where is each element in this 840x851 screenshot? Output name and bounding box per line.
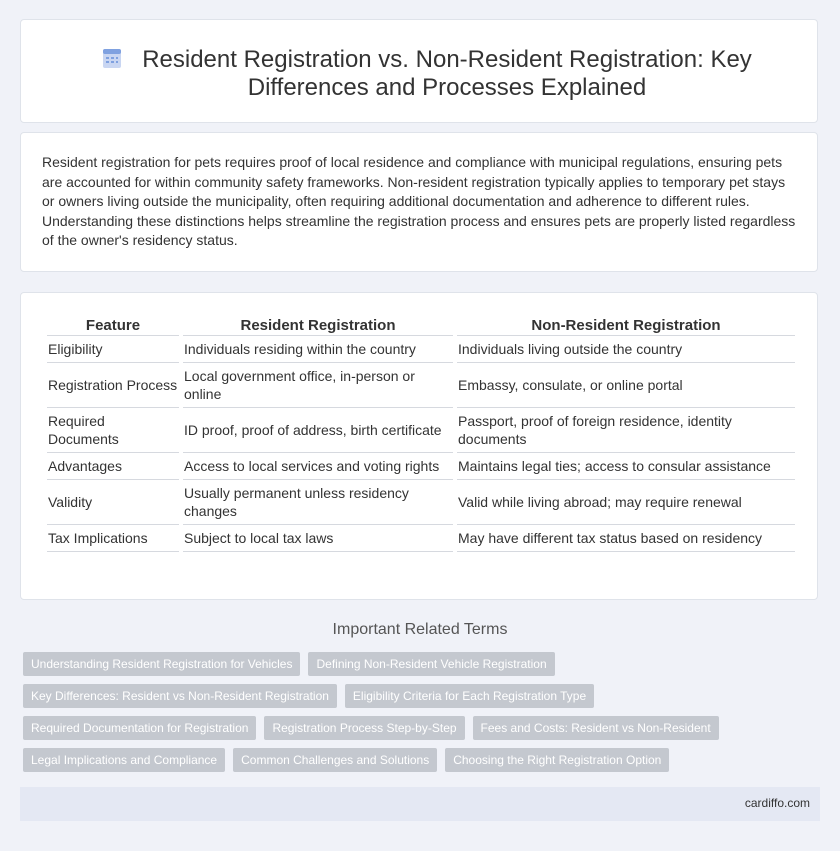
table-cell: Advantages [47,453,179,480]
related-term-tag[interactable]: Legal Implications and Compliance [23,748,225,772]
table-row [47,453,795,480]
table-cell: Valid while living abroad; may require renewal [457,480,795,525]
related-term-tag[interactable]: Required Documentation for Registration [23,716,256,740]
table-cell: Individuals living outside the country [457,336,795,363]
related-term-tag[interactable]: Registration Process Step-by-Step [264,716,464,740]
related-terms-heading: Important Related Terms [332,621,508,638]
table-cell: Embassy, consulate, or online portal [457,363,795,408]
table-cell: Validity [47,480,179,525]
comparison-card [20,292,818,600]
intro-text: Resident registration for pets requires proof of local residence and compliance with municipal regulations, ensuring pets are accounted for within community safety frameworks. Non-resident registration typically applies to temporary pet stays or owners living outside the municipality, often requiring additional documentation and adherence to different rules. Understanding these distinctions helps streamline the registration process and ensures pets are properly listed regardless of the owner's residency status. [42,154,796,248]
table-header-cell: Resident Registration [183,315,453,336]
table-row [47,363,795,408]
table-cell: Passport, proof of foreign residence, identity documents [457,408,795,453]
table-cell: Eligibility [47,336,179,363]
table-cell: Local government office, in-person or online [183,363,453,408]
table-row [47,336,795,363]
related-term-tag[interactable]: Choosing the Right Registration Option [445,748,669,772]
related-term-tag[interactable]: Key Differences: Resident vs Non-Resident Registration [23,684,337,708]
header-card [20,19,818,123]
table-cell: Tax Implications [47,525,179,552]
table-header-cell: Feature [47,315,179,336]
title-wrap [21,46,817,102]
table-row [47,480,795,525]
related-term-tag[interactable]: Fees and Costs: Resident vs Non-Resident [473,716,719,740]
table-cell: Maintains legal ties; access to consular assistance [457,453,795,480]
table-row [47,525,795,552]
footer-bar [20,787,820,821]
table-cell: Usually permanent unless residency changes [183,480,453,525]
table-cell: Required Documents [47,408,179,453]
footer-site-link[interactable]: cardiffo.com [744,796,810,810]
table-cell: ID proof, proof of address, birth certificate [183,408,453,453]
table-cell: Registration Process [47,363,179,408]
related-terms-list [23,652,823,780]
table-cell: Individuals residing within the country [183,336,453,363]
related-term-tag[interactable]: Defining Non-Resident Vehicle Registration [308,652,554,676]
comparison-table [43,315,799,552]
table-cell: Access to local services and voting rights [183,453,453,480]
related-term-tag[interactable]: Understanding Resident Registration for Vehicles [23,652,300,676]
table-header-cell: Non-Resident Registration [457,315,795,336]
table-cell: Subject to local tax laws [183,525,453,552]
table-row [47,408,795,453]
page-title: Resident Registration vs. Non-Resident Registration: Key Differences and Processes Explained [142,46,752,101]
intro-card [20,132,818,272]
related-term-tag[interactable]: Common Challenges and Solutions [233,748,437,772]
table-cell: May have different tax status based on residency [457,525,795,552]
table-header-row [47,315,795,336]
related-term-tag[interactable]: Eligibility Criteria for Each Registration Type [345,684,594,708]
